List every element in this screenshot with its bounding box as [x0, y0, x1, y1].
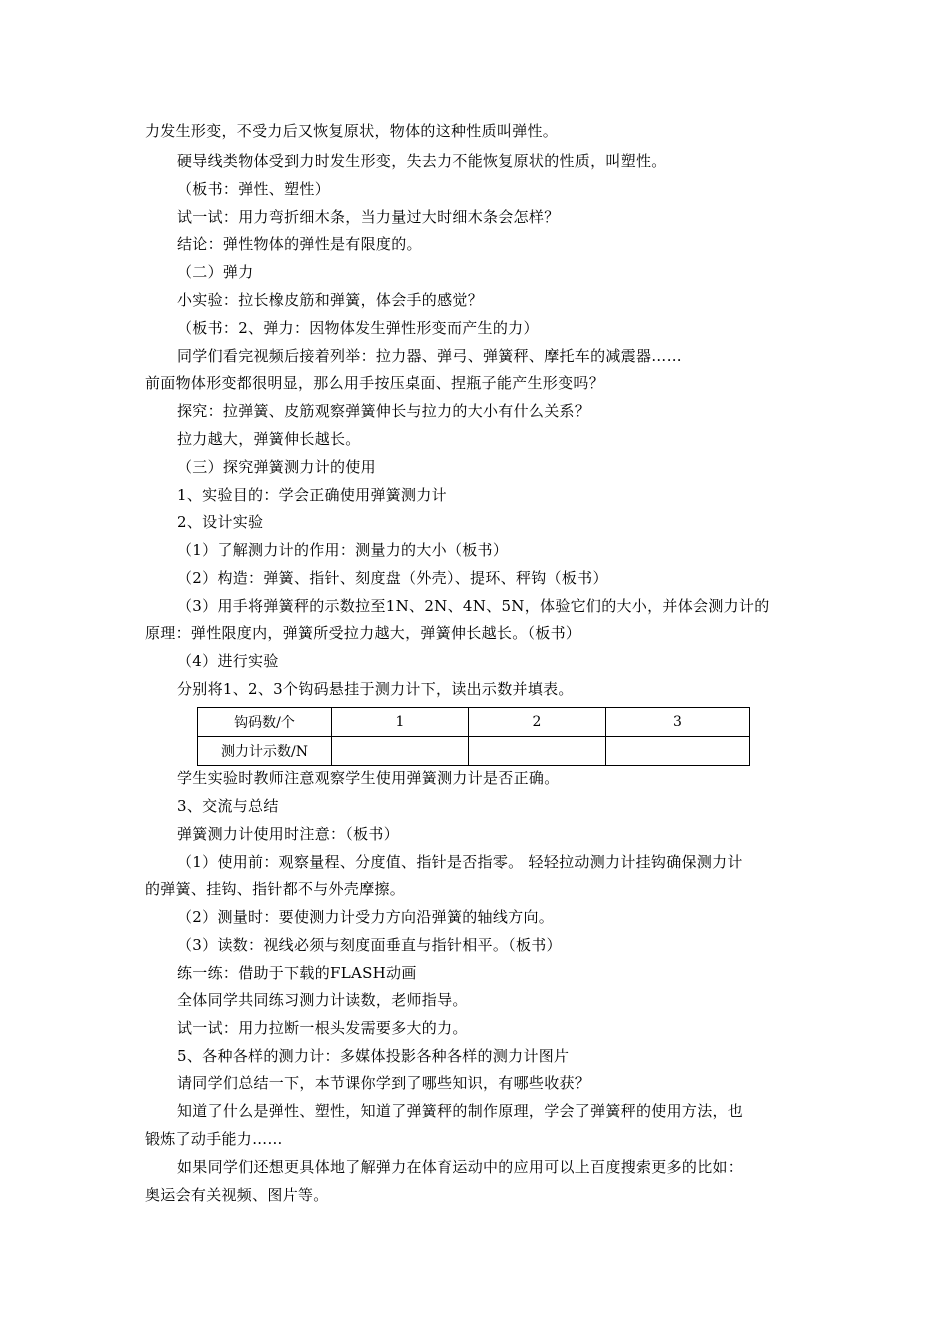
paragraph-line: （1）了解测力计的作用：测量力的大小（板书） [177, 541, 509, 559]
paragraph-line: 5、各种各样的测力计：多媒体投影各种各样的测力计图片 [177, 1047, 570, 1065]
paragraph-line: 1、实验目的：学会正确使用弹簧测力计 [177, 486, 447, 504]
paragraph-line: 力发生形变，不受力后又恢复原状，物体的这种性质叫弹性。 [145, 122, 559, 140]
paragraph-line: 全体同学共同练习测力计读数，老师指导。 [177, 991, 468, 1009]
paragraph-line: 奥运会有关视频、图片等。 [145, 1186, 329, 1204]
paragraph-line: （板书：弹性、塑性） [177, 180, 331, 198]
paragraph-line: 试一试：用力拉断一根头发需要多大的力。 [177, 1019, 468, 1037]
table-cell [469, 737, 606, 766]
paragraph-line: 如果同学们还想更具体地了解弹力在体育运动中的应用可以上百度搜索更多的比如： [177, 1158, 744, 1176]
paragraph-line: 探究：拉弹簧、皮筋观察弹簧伸长与拉力的大小有什么关系？ [177, 402, 591, 420]
section-heading: （三）探究弹簧测力计的使用 [177, 458, 376, 476]
table-cell: 2 [469, 708, 606, 737]
paragraph-line: 前面物体形变都很明显，那么用手按压桌面、捏瓶子能产生形变吗？ [145, 374, 605, 392]
paragraph-line: （3）用手将弹簧秤的示数拉至1N、2N、4N、5N，体验它们的大小，并体会测力计的 [177, 597, 770, 615]
paragraph-line: （2）构造：弹簧、指针、刻度盘（外壳）、提环、秤钩（板书） [177, 569, 608, 587]
measurement-table [197, 707, 750, 766]
table-header-row [198, 708, 750, 737]
paragraph-line: 同学们看完视频后接着列举：拉力器、弹弓、弹簧秤、摩托车的减震器…… [177, 347, 682, 365]
table-cell: 测力计示数/N [198, 737, 332, 766]
paragraph-line: 学生实验时教师注意观察学生使用弹簧测力计是否正确。 [177, 769, 560, 787]
paragraph-line: 请同学们总结一下，本节课你学到了哪些知识，有哪些收获？ [177, 1074, 591, 1092]
paragraph-line: （2）测量时：要使测力计受力方向沿弹簧的轴线方向。 [177, 908, 555, 926]
paragraph-line: （3）读数：视线必须与刻度面垂直与指针相平。（板书） [177, 936, 562, 954]
paragraph-line: 弹簧测力计使用时注意：（板书） [177, 825, 400, 843]
paragraph-line: 结论：弹性物体的弹性是有限度的。 [177, 235, 422, 253]
paragraph-line: 3、交流与总结 [177, 797, 279, 815]
paragraph-line: 小实验：拉长橡皮筋和弹簧，体会手的感觉？ [177, 291, 484, 309]
paragraph-line: 的弹簧、挂钩、指针都不与外壳摩擦。 [145, 880, 406, 898]
paragraph-line: 2、设计实验 [177, 513, 264, 531]
table-cell: 钩码数/个 [198, 708, 332, 737]
paragraph-line: 拉力越大，弹簧伸长越长。 [177, 430, 361, 448]
paragraph-line: 知道了什么是弹性、塑性，知道了弹簧秤的制作原理，学会了弹簧秤的使用方法，也 [177, 1102, 744, 1120]
paragraph-line: （板书：2、弹力：因物体发生弹性形变而产生的力） [177, 319, 539, 337]
table-cell [332, 737, 469, 766]
paragraph-line: （4）进行实验 [177, 652, 279, 670]
table-cell: 3 [606, 708, 750, 737]
paragraph-line: 锻炼了动手能力…… [145, 1130, 283, 1148]
table-row [198, 737, 750, 766]
table-cell: 1 [332, 708, 469, 737]
paragraph-line: 原理：弹性限度内，弹簧所受拉力越大，弹簧伸长越长。（板书） [145, 624, 582, 642]
section-heading: （二）弹力 [177, 263, 254, 281]
paragraph-line: 分别将1、2、3个钩码悬挂于测力计下，读出示数并填表。 [177, 680, 574, 698]
table-cell [606, 737, 750, 766]
paragraph-line: 试一试：用力弯折细木条，当力量过大时细木条会怎样？ [177, 208, 560, 226]
paragraph-line: （1）使用前：观察量程、分度值、指针是否指零。 轻轻拉动测力计挂钩确保测力计 [177, 853, 743, 871]
paragraph-line: 硬导线类物体受到力时发生形变，失去力不能恢复原状的性质，叫塑性。 [177, 152, 667, 170]
paragraph-line: 练一练：借助于下载的FLASH动画 [177, 964, 417, 982]
